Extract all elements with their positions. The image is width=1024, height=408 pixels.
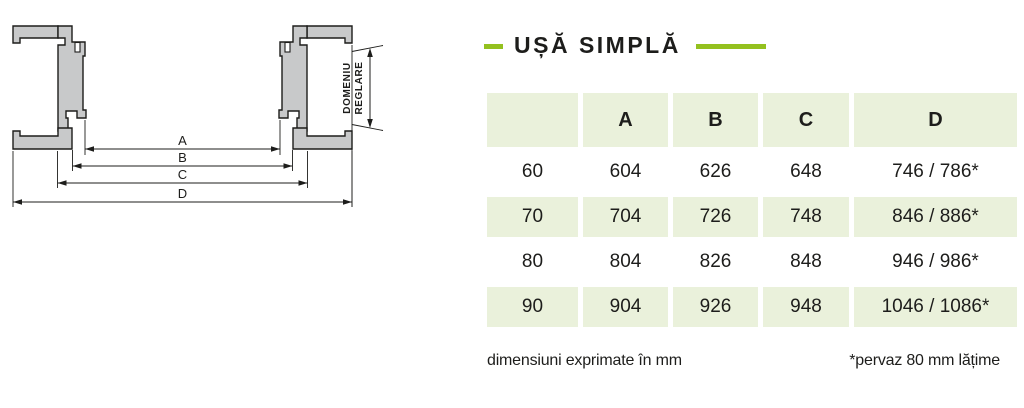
- left-casing-top: [13, 26, 58, 43]
- table-footnotes: [487, 352, 1000, 370]
- title-dash-short: [484, 44, 503, 49]
- left-jamb: [58, 26, 86, 131]
- section-title-row: [484, 32, 766, 58]
- arrow-up-icon: [367, 48, 373, 57]
- table-cell: 848: [763, 242, 849, 282]
- table-header-size: [487, 93, 578, 147]
- table-cell: 626: [673, 152, 758, 192]
- dimension-label-a: A: [178, 133, 187, 148]
- table-header-c: C: [763, 93, 849, 147]
- left-jamb-groove: [75, 43, 80, 53]
- arrow-down-icon: [367, 119, 373, 128]
- title-dash-long: [696, 44, 766, 49]
- table-cell: 726: [673, 197, 758, 237]
- right-casing-top: [307, 26, 352, 43]
- table-header-a: A: [583, 93, 668, 147]
- door-frame-cross-section-diagram: [0, 0, 400, 230]
- right-casing-bottom: [293, 128, 352, 149]
- table-cell: 826: [673, 242, 758, 282]
- table-cell: 604: [583, 152, 668, 192]
- dimension-label-b: B: [178, 150, 187, 165]
- table-cell: 748: [763, 197, 849, 237]
- footnote-pervaz: *pervaz 80 mm lățime: [849, 352, 1000, 369]
- right-jamb-groove: [285, 43, 290, 53]
- dimension-label-d: D: [177, 186, 188, 201]
- table-cell: 1046 / 1086*: [854, 287, 1017, 327]
- table-header-b: B: [673, 93, 758, 147]
- adjustment-range-label: DOMENIUREGLARE: [342, 61, 365, 115]
- left-casing-bottom: [13, 128, 72, 149]
- page-title: UȘĂ SIMPLĂ: [514, 31, 681, 58]
- table-cell: 70: [487, 197, 578, 237]
- table-cell: 948: [763, 287, 849, 327]
- table-cell: 60: [487, 152, 578, 192]
- dimension-label-c: C: [177, 167, 188, 182]
- right-jamb: [279, 26, 307, 131]
- table-cell: 904: [583, 287, 668, 327]
- table-cell: 704: [583, 197, 668, 237]
- table-cell: 946 / 986*: [854, 242, 1017, 282]
- table-cell: 90: [487, 287, 578, 327]
- table-header-d: D: [854, 93, 1017, 147]
- footnote-units: dimensiuni exprimate în mm: [487, 352, 682, 369]
- table-cell: 804: [583, 242, 668, 282]
- left-frame-profile: [13, 26, 86, 149]
- table-cell: 926: [673, 287, 758, 327]
- table-cell: 80: [487, 242, 578, 282]
- spec-panel: [484, 0, 1024, 408]
- dimension-table: [487, 93, 1017, 327]
- table-cell: 746 / 786*: [854, 152, 1017, 192]
- table-cell: 648: [763, 152, 849, 192]
- adjustment-range-annotation: [342, 45, 383, 207]
- table-cell: 846 / 886*: [854, 197, 1017, 237]
